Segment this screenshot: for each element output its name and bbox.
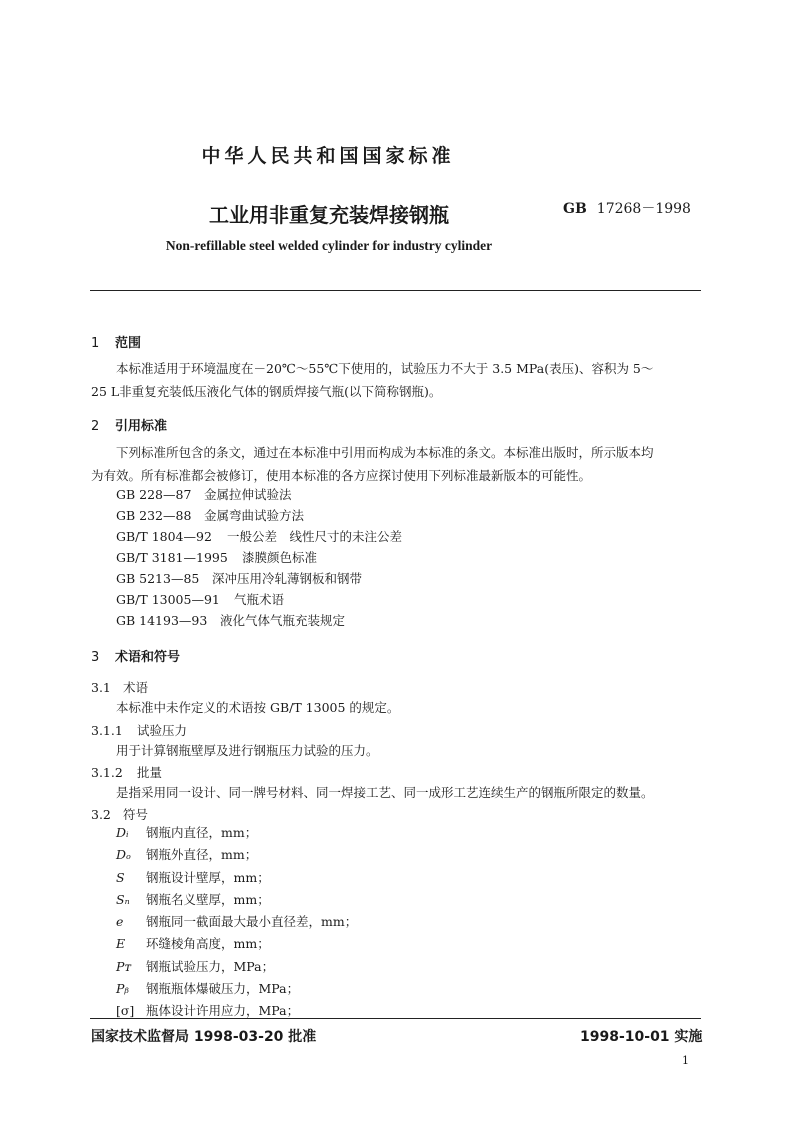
reference-name: 气瓶术语 xyxy=(234,592,285,607)
reference-item xyxy=(116,526,402,547)
clause-3-1-1-heading xyxy=(91,721,187,739)
approval-line: 国家技术监督局 1998-03-20 批准 xyxy=(91,1029,317,1045)
paragraph-line: 为有效。所有标准都会被修订，使用本标准的各方应探讨使用下列标准最新版本的可能性。 xyxy=(91,468,592,483)
clause-title: 术语 xyxy=(123,680,149,695)
symbol-description: 钢瓶名义壁厚，mm； xyxy=(146,891,270,907)
standard-title-en: Non-refillable steel welded cylinder for industry cylinder xyxy=(165,238,493,253)
symbol-description: 钢瓶试验压力，MPa； xyxy=(146,958,275,974)
symbol-list xyxy=(116,822,357,1023)
section-number: 3 xyxy=(91,650,100,665)
reference-item xyxy=(116,484,402,505)
symbol-item xyxy=(116,978,357,1000)
symbol-description: 钢瓶瓶体爆破压力，MPa； xyxy=(146,981,300,997)
reference-item xyxy=(116,568,402,589)
section-2-heading xyxy=(91,415,167,434)
reference-name: 金属弯曲试验方法 xyxy=(204,508,305,523)
paragraph-line: 25 L非重复充装低压液化气体的钢质焊接气瓶(以下简称钢瓶)。 xyxy=(91,384,442,399)
clause-3-1-2-text: 是指采用同一设计、同一牌号材料、同一焊接工艺、同一成形工艺连续生产的钢瓶所限定的数量。 xyxy=(116,785,654,800)
symbol: e xyxy=(116,914,124,930)
symbol-description: 瓶体设计许用应力，MPa； xyxy=(146,1003,300,1019)
section-1-paragraph xyxy=(91,357,701,403)
clause-title: 批量 xyxy=(137,765,163,780)
reference-code: GB 14193—93 xyxy=(116,613,208,628)
symbol-description: 钢瓶内直径，mm； xyxy=(146,825,258,840)
paragraph-line: 本标准适用于环境温度在－20℃～55℃下使用的，试验压力不大于 3.5 MPa(表压)、容积为 5～ xyxy=(116,361,654,376)
symbol-description: 钢瓶同一截面最大最小直径差，mm； xyxy=(146,914,358,930)
reference-code: GB/T 1804—92 xyxy=(116,529,212,544)
clause-number: 3.1.1 xyxy=(91,723,123,738)
section-title: 范围 xyxy=(115,336,142,351)
reference-code: GB/T 13005—91 xyxy=(116,592,220,607)
reference-code: GB/T 3181—1995 xyxy=(116,550,228,565)
clause-number: 3.2 xyxy=(91,807,111,822)
gb-prefix: GB xyxy=(563,201,587,217)
reference-name: 金属拉伸试验法 xyxy=(204,487,292,502)
header-divider xyxy=(90,290,701,291)
reference-name: 液化气体气瓶充装规定 xyxy=(220,613,346,628)
clause-3-1-heading xyxy=(91,678,148,696)
reference-name: 漆膜颜色标准 xyxy=(242,550,318,565)
reference-item xyxy=(116,547,402,568)
reference-name: 深冲压用冷轧薄钢板和钢带 xyxy=(212,571,363,586)
symbol-item xyxy=(116,822,357,844)
footer-divider xyxy=(90,1018,701,1019)
reference-code: GB 232—88 xyxy=(116,508,192,523)
symbol-item xyxy=(116,956,357,978)
section-2-paragraph xyxy=(91,441,701,487)
section-3-heading xyxy=(91,646,180,665)
symbol-description: 环缝棱角高度，mm； xyxy=(146,936,270,952)
reference-item xyxy=(116,589,402,610)
section-title: 引用标准 xyxy=(115,419,168,434)
symbol-item xyxy=(116,911,357,933)
clause-3-1-1-text: 用于计算钢瓶壁厚及进行钢瓶压力试验的压力。 xyxy=(116,743,379,758)
clause-number: 3.1.2 xyxy=(91,765,123,780)
national-standard-heading: 中华人民共和国国家标准 xyxy=(201,145,455,167)
paragraph-line: 下列标准所包含的条文，通过在本标准中引用而构成为本标准的条文。本标准出版时，所示版本均 xyxy=(116,445,654,460)
reference-item xyxy=(116,505,402,526)
symbol-item xyxy=(116,1000,357,1022)
symbol-description: 钢瓶外直径，mm； xyxy=(146,847,258,863)
clause-3-2-heading xyxy=(91,805,148,823)
clause-3-1-text: 本标准中未作定义的术语按 GB/T 13005 的规定。 xyxy=(116,700,400,715)
symbol: Dₒ xyxy=(116,847,131,863)
symbol-item xyxy=(116,867,357,889)
section-number: 1 xyxy=(91,336,100,351)
clause-title: 符号 xyxy=(123,807,149,822)
effective-date: 1998-10-01 实施 xyxy=(580,1029,703,1045)
clause-title: 试验压力 xyxy=(137,723,188,738)
clause-3-1-2-heading xyxy=(91,763,162,781)
symbol: S xyxy=(116,869,125,885)
reference-list xyxy=(116,484,402,631)
section-number: 2 xyxy=(91,419,100,434)
section-1-heading xyxy=(91,332,141,351)
clause-number: 3.1 xyxy=(91,680,111,695)
symbol: E xyxy=(116,936,126,952)
page-number: 1 xyxy=(682,1054,689,1067)
standard-title-cn: 工业用非重复充装焊接钢瓶 xyxy=(209,203,449,227)
symbol: Sₙ xyxy=(116,891,130,907)
symbol-item xyxy=(116,933,357,955)
gb-number: 17268－1998 xyxy=(596,201,691,217)
symbol-description: 钢瓶设计壁厚，mm； xyxy=(146,869,270,885)
symbol: Dᵢ xyxy=(116,825,129,840)
section-title: 术语和符号 xyxy=(115,650,181,665)
reference-code: GB 228—87 xyxy=(116,487,192,502)
reference-name: 一般公差 线性尺寸的未注公差 xyxy=(227,529,403,544)
reference-item xyxy=(116,610,402,631)
standard-code xyxy=(563,198,691,218)
symbol: Pᴛ xyxy=(116,958,132,974)
symbol: Pᵦ xyxy=(116,981,129,997)
symbol-item xyxy=(116,844,357,866)
symbol: [σ] xyxy=(116,1003,135,1019)
reference-code: GB 5213—85 xyxy=(116,571,200,586)
symbol-item xyxy=(116,889,357,911)
